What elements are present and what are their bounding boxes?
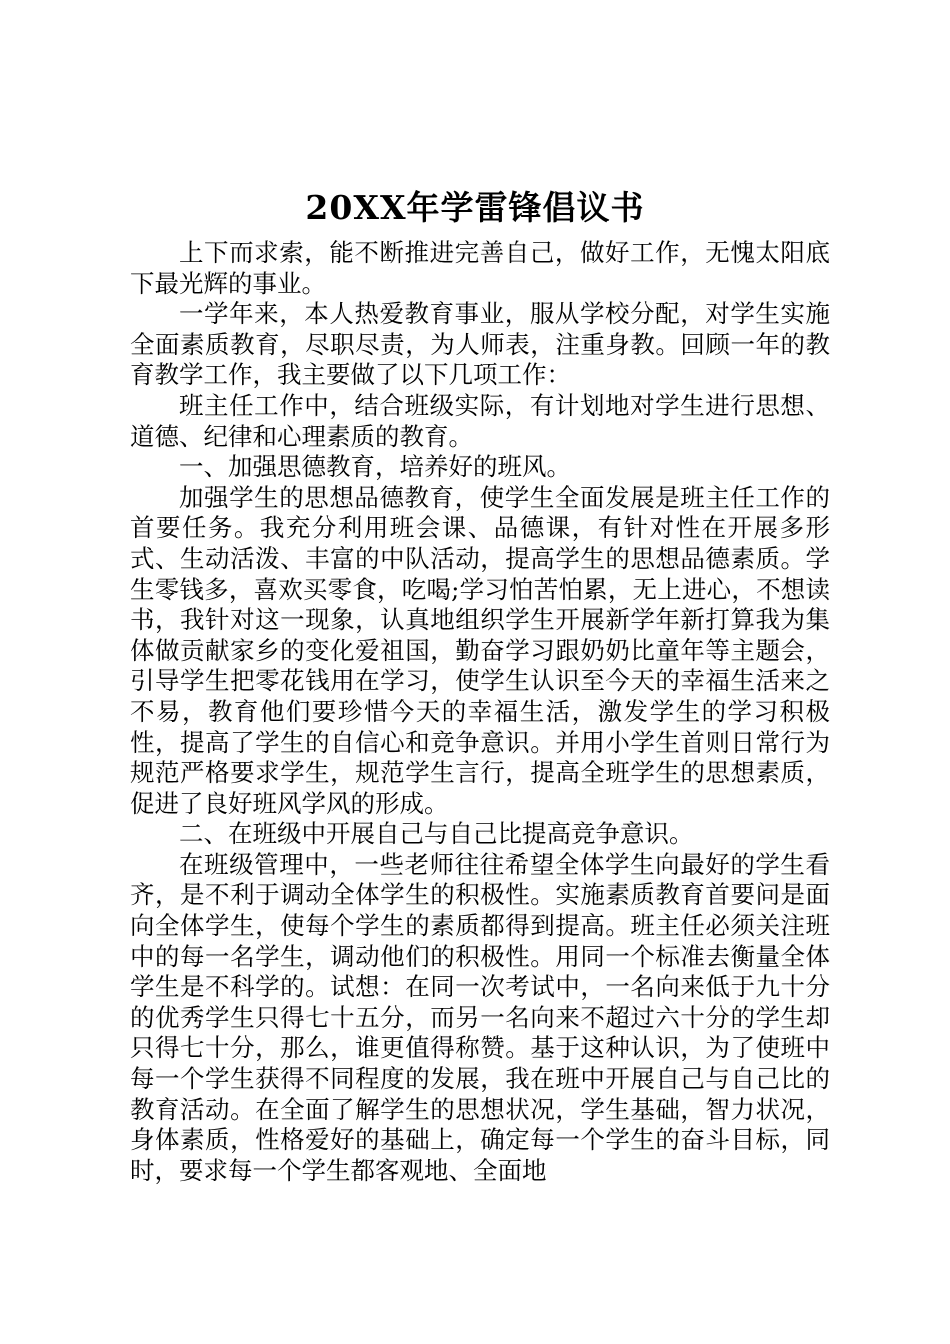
paragraph: 在班级管理中，一些老师往往希望全体学生向最好的学生看齐，是不利于调动全体学生的积极性。实施素质教育首要问是面向全体学生，使每个学生的素质都得到提高。班主任必须关注班中的每一名学生，调动他们的积极性。用同一个标准去衡量全体学生是不科学的。试想：在同一次考试中，一名向来低于九十分的优秀学生只得七十五分，而另一名向来不超过六十分的学生却只得七十分，那么，谁更值得称赞。基于这种认识，为了使班中每一个学生获得不同程度的发展，我在班中开展自己与自己比的教育活动。在全面了解学生的思想状况，学生基础，智力状况，身体素质，性格爱好的基础上，确定每一个学生的奋斗目标，同时，要求每一个学生都客观地、全面地: [130, 849, 830, 1185]
section-heading: 一、加强思德教育，培养好的班风。: [179, 452, 571, 482]
section-heading: 二、在班级中开展自己与自己比提高竞争意识。: [179, 819, 694, 849]
paragraph: 加强学生的思想品德教育，使学生全面发展是班主任工作的首要任务。我充分利用班会课、品德课，有针对性在开展多形式、生动活泼、丰富的中队活动，提高学生的思想品德素质。学生零钱多，喜欢买零食，吃喝;学习怕苦怕累，无上进心，不想读书，我针对这一现象，认真地组织学生开展新学年新打算我为集体做贡献家乡的变化爱祖国，勤奋学习跟奶奶比童年等主题会，引导学生把零花钱用在学习，使学生认识至今天的幸福生活来之不易，教育他们要珍惜今天的幸福生活，激发学生的学习积极性，提高了学生的自信心和竞争意识。并用小学生首则日常行为规范严格要求学生，规范学生言行，提高全班学生的思想素质，促进了良好班风学风的形成。: [130, 482, 830, 818]
paragraph: 一学年来，本人热爱教育事业，服从学校分配，对学生实施全面素质教育，尽职尽责，为人师表，注重身教。回顾一年的教育教学工作，我主要做了以下几项工作：: [130, 299, 830, 390]
document-title: 20XX年学雷锋倡议书: [305, 188, 645, 227]
document-body: [130, 238, 830, 1186]
paragraph: 班主任工作中，结合班级实际，有计划地对学生进行思想、道德、纪律和心理素质的教育。: [130, 390, 830, 451]
paragraph: 上下而求索，能不断推进完善自己，做好工作，无愧太阳底下最光辉的事业。: [130, 238, 830, 298]
